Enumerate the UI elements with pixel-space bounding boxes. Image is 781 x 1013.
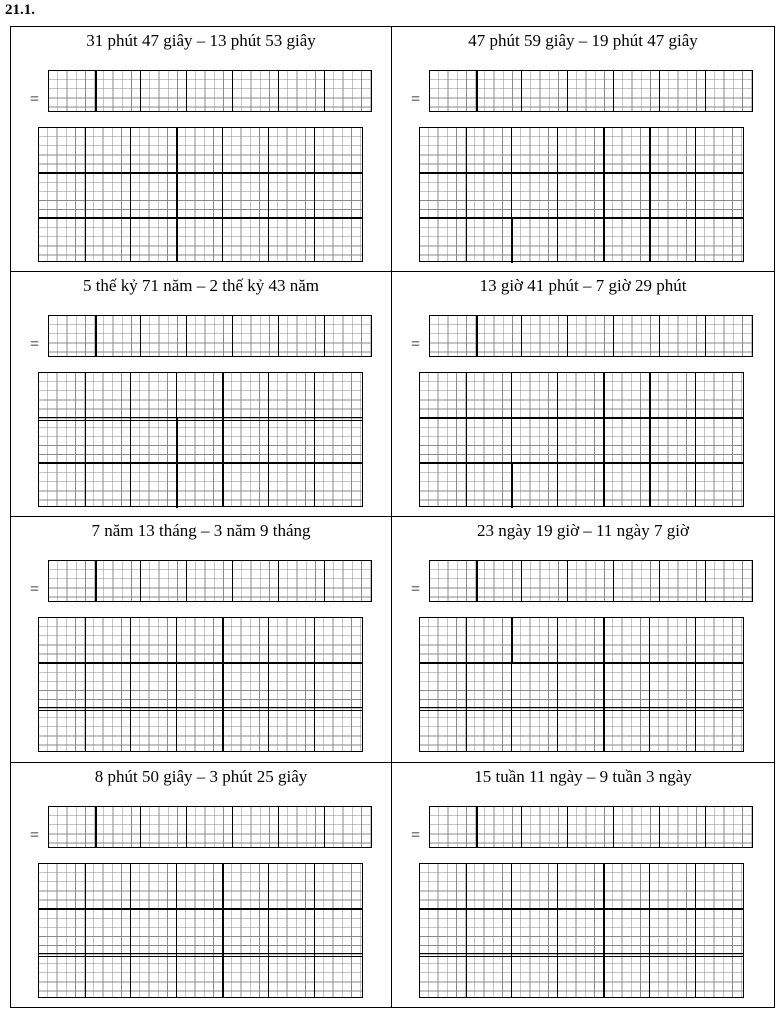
problem-cell xyxy=(11,763,392,1008)
problem-text: 47 phút 59 giây – 19 phút 47 giây xyxy=(468,31,698,50)
grid-separator xyxy=(324,807,325,847)
grid-separator xyxy=(278,561,279,601)
grid-separator xyxy=(521,807,522,847)
grid-separator xyxy=(603,864,605,997)
grid-separator xyxy=(511,618,513,663)
grid-separator xyxy=(613,807,614,847)
problem-cell xyxy=(392,763,774,1008)
grid-separator xyxy=(705,71,706,111)
working-grid[interactable] xyxy=(38,372,363,507)
grid-separator xyxy=(521,561,522,601)
grid-separator xyxy=(613,561,614,601)
grid-separator xyxy=(222,618,224,751)
grid-separator xyxy=(140,316,141,356)
problem-cell xyxy=(11,517,392,763)
equals-sign: = xyxy=(30,336,40,353)
grid-row-line xyxy=(420,662,743,664)
grid-separator xyxy=(603,618,605,751)
grid-separator xyxy=(466,864,467,997)
grid-separator xyxy=(130,864,131,997)
grid-separator xyxy=(511,864,512,997)
grid-separator xyxy=(232,316,233,356)
grid-separator xyxy=(705,561,706,601)
grid-separator xyxy=(85,618,86,751)
grid-separator xyxy=(232,561,233,601)
grid-separator xyxy=(176,618,177,751)
grid-separator xyxy=(557,864,558,997)
grid-separator xyxy=(476,561,478,601)
grid-row-line xyxy=(39,417,362,421)
grid-separator xyxy=(511,463,513,508)
grid-separator xyxy=(95,807,97,847)
problem-cell xyxy=(392,517,774,763)
answer-grid[interactable] xyxy=(48,70,372,112)
grid-separator xyxy=(140,561,141,601)
working-grid[interactable] xyxy=(419,617,744,752)
grid-separator xyxy=(278,316,279,356)
problem-text: 15 tuần 11 ngày – 9 tuần 3 ngày xyxy=(474,767,692,786)
grid-separator xyxy=(268,618,269,751)
grid-row-line xyxy=(420,172,743,174)
section-label: 21.1. xyxy=(5,2,35,18)
grid-separator xyxy=(659,561,660,601)
grid-separator xyxy=(567,71,568,111)
grid-separator xyxy=(324,561,325,601)
answer-grid[interactable] xyxy=(429,806,753,848)
grid-separator xyxy=(603,373,605,506)
equals-sign: = xyxy=(30,581,40,598)
grid-separator xyxy=(705,807,706,847)
grid-separator xyxy=(278,71,279,111)
grid-separator xyxy=(659,807,660,847)
grid-separator xyxy=(567,807,568,847)
grid-row-line xyxy=(39,707,362,711)
grid-separator xyxy=(557,128,558,261)
grid-separator xyxy=(511,218,513,263)
equals-sign: = xyxy=(411,581,421,598)
answer-grid[interactable] xyxy=(429,315,753,357)
grid-separator xyxy=(476,807,478,847)
grid-separator xyxy=(186,316,187,356)
grid-separator xyxy=(186,561,187,601)
grid-separator xyxy=(314,128,315,261)
grid-separator xyxy=(557,373,558,506)
problem-cell xyxy=(392,272,774,517)
grid-separator xyxy=(140,807,141,847)
grid-separator xyxy=(476,316,478,356)
grid-separator xyxy=(649,864,650,997)
problem-text: 31 phút 47 giây – 13 phút 53 giây xyxy=(86,31,316,50)
grid-separator xyxy=(649,373,651,506)
answer-grid[interactable] xyxy=(48,806,372,848)
grid-row-line xyxy=(39,172,362,174)
problem-text: 7 năm 13 tháng – 3 năm 9 tháng xyxy=(91,521,311,540)
grid-separator xyxy=(222,373,224,506)
grid-row-line xyxy=(420,953,743,957)
grid-separator xyxy=(222,128,223,261)
grid-separator xyxy=(705,316,706,356)
grid-separator xyxy=(695,618,696,751)
grid-separator xyxy=(85,373,86,506)
grid-separator xyxy=(521,316,522,356)
grid-separator xyxy=(521,71,522,111)
grid-separator xyxy=(695,864,696,997)
grid-row-line xyxy=(420,462,743,464)
grid-separator xyxy=(232,71,233,111)
answer-grid[interactable] xyxy=(429,70,753,112)
grid-separator xyxy=(176,128,178,261)
grid-separator xyxy=(268,373,269,506)
grid-row-line xyxy=(39,462,362,464)
grid-separator xyxy=(314,864,315,997)
working-grid[interactable] xyxy=(419,127,744,262)
grid-separator xyxy=(232,807,233,847)
equals-sign: = xyxy=(411,91,421,108)
working-grid[interactable] xyxy=(419,863,744,998)
problem-text: 23 ngày 19 giờ – 11 ngày 7 giờ xyxy=(477,521,689,540)
grid-row-line xyxy=(39,953,362,957)
grid-separator xyxy=(186,807,187,847)
grid-separator xyxy=(95,561,97,601)
problem-cell xyxy=(392,27,774,272)
grid-row-line xyxy=(420,217,743,219)
problem-text: 5 thế kỷ 71 năm – 2 thế kỷ 43 năm xyxy=(82,276,320,295)
grid-separator xyxy=(130,373,131,506)
grid-separator xyxy=(466,128,467,261)
grid-separator xyxy=(603,128,605,261)
problem-text: 8 phút 50 giây – 3 phút 25 giây xyxy=(94,767,308,786)
answer-grid[interactable] xyxy=(429,560,753,602)
equals-sign: = xyxy=(411,336,421,353)
grid-separator xyxy=(659,71,660,111)
working-grid[interactable] xyxy=(419,372,744,507)
equals-sign: = xyxy=(30,91,40,108)
grid-separator xyxy=(95,71,97,111)
grid-row-line xyxy=(39,908,362,910)
grid-separator xyxy=(268,864,269,997)
grid-separator xyxy=(324,316,325,356)
grid-separator xyxy=(314,373,315,506)
grid-row-line xyxy=(39,217,362,219)
grid-separator xyxy=(222,864,224,997)
grid-separator xyxy=(85,864,86,997)
problem-text: 13 giờ 41 phút – 7 giờ 29 phút xyxy=(479,276,687,295)
grid-separator xyxy=(567,561,568,601)
grid-separator xyxy=(324,71,325,111)
grid-separator xyxy=(140,71,141,111)
grid-separator xyxy=(130,618,131,751)
grid-separator xyxy=(186,71,187,111)
grid-row-line xyxy=(39,662,362,664)
grid-separator xyxy=(557,618,558,751)
grid-row-line xyxy=(420,417,743,419)
grid-separator xyxy=(130,128,131,261)
grid-row-line xyxy=(420,908,743,910)
working-grid[interactable] xyxy=(38,863,363,998)
answer-grid[interactable] xyxy=(48,315,372,357)
grid-row-line xyxy=(420,707,743,711)
grid-separator xyxy=(659,316,660,356)
grid-separator xyxy=(85,128,86,261)
answer-grid[interactable] xyxy=(48,560,372,602)
equals-sign: = xyxy=(30,827,40,844)
working-grid[interactable] xyxy=(38,127,363,262)
grid-separator xyxy=(466,373,467,506)
grid-separator xyxy=(613,316,614,356)
equals-sign: = xyxy=(411,827,421,844)
grid-separator xyxy=(278,807,279,847)
grid-separator xyxy=(466,618,467,751)
grid-separator xyxy=(268,128,269,261)
grid-separator xyxy=(613,71,614,111)
worksheet-table xyxy=(10,26,775,1008)
grid-separator xyxy=(95,316,97,356)
grid-separator xyxy=(649,618,650,751)
grid-separator xyxy=(476,71,478,111)
grid-separator xyxy=(314,618,315,751)
problem-cell xyxy=(11,272,392,517)
grid-separator xyxy=(695,128,696,261)
grid-separator xyxy=(176,864,177,997)
grid-separator xyxy=(695,373,696,506)
grid-separator xyxy=(649,128,651,261)
working-grid[interactable] xyxy=(38,617,363,752)
grid-separator xyxy=(567,316,568,356)
problem-cell xyxy=(11,27,392,272)
